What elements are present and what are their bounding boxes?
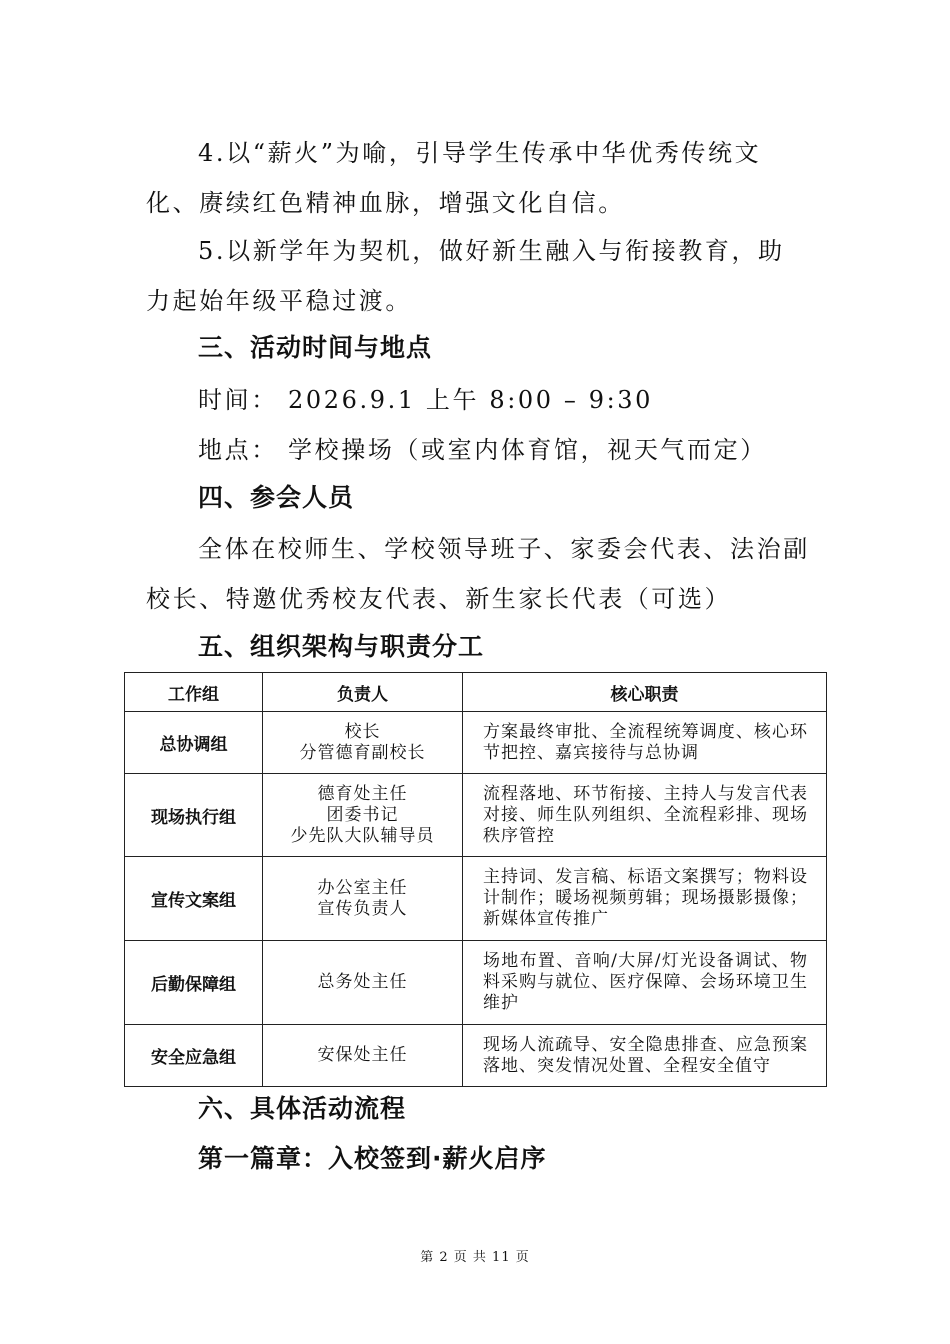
lead-name: 分管德育副校长 [299,742,426,763]
lead-cell [263,712,463,774]
lead-name: 安保处主任 [317,1045,408,1065]
section-4-heading: 四、参会人员 [198,483,355,512]
chapter-1-heading: 第一篇章：入校签到·薪火启序 [198,1144,547,1173]
section-6-heading: 六、具体活动流程 [198,1094,407,1123]
lead-cell [263,857,463,941]
section-3-heading: 三、活动时间与地点 [198,333,433,362]
lead-cell [263,774,463,857]
group-cell: 总协调组 [125,712,263,774]
objective-5: 5.以新学年为契机，做好新生融入与衔接教育，助力起始年级平稳过渡。 [146,237,785,315]
group-cell: 后勤保障组 [125,941,263,1025]
page-footer: 第 2 页 共 11 页 [420,1250,530,1265]
lead-name: 办公室主任 [317,877,408,898]
header-duty: 核心职责 [463,673,827,712]
table-header-row [125,673,827,712]
duty-cell: 场地布置、音响/大屏/灯光设备调试、物料采购与就位、医疗保障、会场环境卫生维护 [463,941,827,1025]
group-cell: 宣传文案组 [125,857,263,941]
duty-cell: 主持词、发言稿、标语文案撰写；物料设计制作；暖场视频剪辑；现场摄影摄像；新媒体宣传推广 [463,857,827,941]
duty-cell: 流程落地、环节衔接、主持人与发言代表对接、师生队列组织、全流程彩排、现场秩序管控 [463,774,827,857]
lead-name: 总务处主任 [317,972,408,992]
attendees-text: 全体在校师生、学校领导班子、家委会代表、法治副校长、特邀优秀校友代表、新生家长代表（可选） [146,535,810,613]
lead-name: 德育处主任 [317,783,408,804]
group-cell: 现场执行组 [125,774,263,857]
section-5-heading: 五、组织架构与职责分工 [198,632,485,661]
lead-name: 宣传负责人 [317,898,408,919]
table-row [125,857,827,941]
table-row [125,712,827,774]
table-row [125,774,827,857]
table-row [125,1025,827,1087]
lead-name: 校长 [344,721,381,742]
responsibility-table [124,672,827,1087]
event-place: 地点： 学校操场（或室内体育馆，视天气而定） [198,436,767,464]
event-time: 时间： 2026.9.1 上午 8:00 – 9:30 [198,386,654,414]
group-cell: 安全应急组 [125,1025,263,1087]
duty-cell: 现场人流疏导、安全隐患排查、应急预案落地、突发情况处置、全程安全值守 [463,1025,827,1087]
header-group: 工作组 [125,673,263,712]
lead-cell [263,941,463,1025]
lead-cell [263,1025,463,1087]
table-row [125,941,827,1025]
duty-cell: 方案最终审批、全流程统筹调度、核心环节把控、嘉宾接待与总协调 [463,712,827,774]
lead-name: 少先队大队辅导员 [290,825,435,846]
lead-name: 团委书记 [326,804,399,825]
header-lead: 负责人 [263,673,463,712]
objective-4: 4.以“薪火”为喻，引导学生传承中华优秀传统文化、赓续红色精神血脉，增强文化自信。 [146,139,762,217]
